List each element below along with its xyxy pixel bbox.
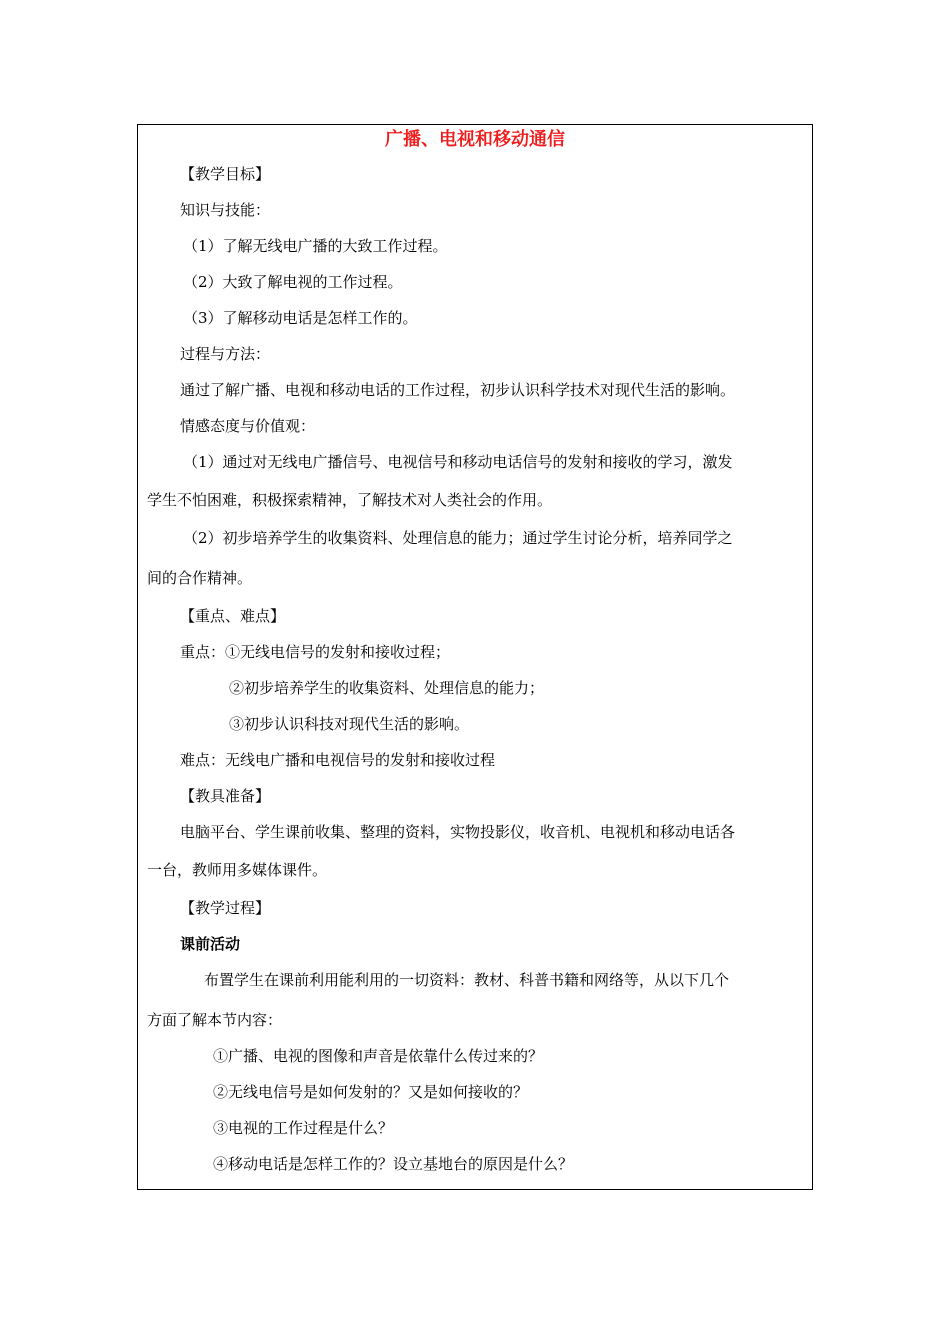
process-text: 通过了解广播、电视和移动电话的工作过程，初步认识科学技术对现代生活的影响。 [180, 381, 736, 399]
process-heading: 【教学过程】 [180, 899, 271, 917]
knowledge-item-3: （3）了解移动电话是怎样工作的。 [183, 309, 418, 327]
emotion-item-2-line-2: 间的合作精神。 [147, 569, 253, 587]
emotion-item-1-line-1: （1）通过对无线电广播信号、电视信号和移动电话信号的发射和接收的学习，激发 [183, 453, 733, 471]
emotion-label: 情感态度与价值观： [180, 417, 316, 435]
page-title: 广播、电视和移动通信 [385, 129, 565, 150]
objectives-heading: 【教学目标】 [180, 165, 271, 183]
materials-line-1: 电脑平台、学生课前收集、整理的资料，实物投影仪，收音机、电视机和移动电话各 [180, 823, 736, 841]
difficult-point: 难点：无线电广播和电视信号的发射和接收过程 [180, 751, 496, 769]
emotion-item-2-line-1: （2）初步培养学生的收集资料、处理信息的能力；通过学生讨论分析，培养同学之 [183, 529, 733, 547]
key-point-line-2: ②初步培养学生的收集资料、处理信息的能力； [229, 679, 545, 697]
key-point-line-3: ③初步认识科技对现代生活的影响。 [229, 715, 470, 733]
materials-heading: 【教具准备】 [180, 787, 271, 805]
key-points-heading: 【重点、难点】 [180, 607, 286, 625]
emotion-item-1-line-2: 学生不怕困难，积极探索精神，了解技术对人类社会的作用。 [147, 491, 553, 509]
knowledge-item-1: （1）了解无线电广播的大致工作过程。 [183, 237, 448, 255]
pre-class-intro-line-2: 方面了解本节内容： [147, 1011, 283, 1029]
question-4: ④移动电话是怎样工作的？设立基地台的原因是什么？ [213, 1155, 574, 1173]
question-2: ②无线电信号是如何发射的？又是如何接收的？ [213, 1083, 529, 1101]
materials-line-2: 一台，教师用多媒体课件。 [147, 861, 328, 879]
knowledge-label: 知识与技能： [180, 201, 271, 219]
key-point-line-1: 重点：①无线电信号的发射和接收过程； [180, 643, 451, 661]
question-3: ③电视的工作过程是什么？ [213, 1119, 394, 1137]
pre-class-label: 课前活动 [180, 935, 241, 953]
process-label: 过程与方法： [180, 345, 271, 363]
pre-class-intro-line-1: 布置学生在课前利用能利用的一切资料：教材、科普书籍和网络等，从以下几个 [204, 971, 730, 989]
question-1: ①广播、电视的图像和声音是依靠什么传过来的？ [213, 1047, 544, 1065]
knowledge-item-2: （2）大致了解电视的工作过程。 [183, 273, 403, 291]
